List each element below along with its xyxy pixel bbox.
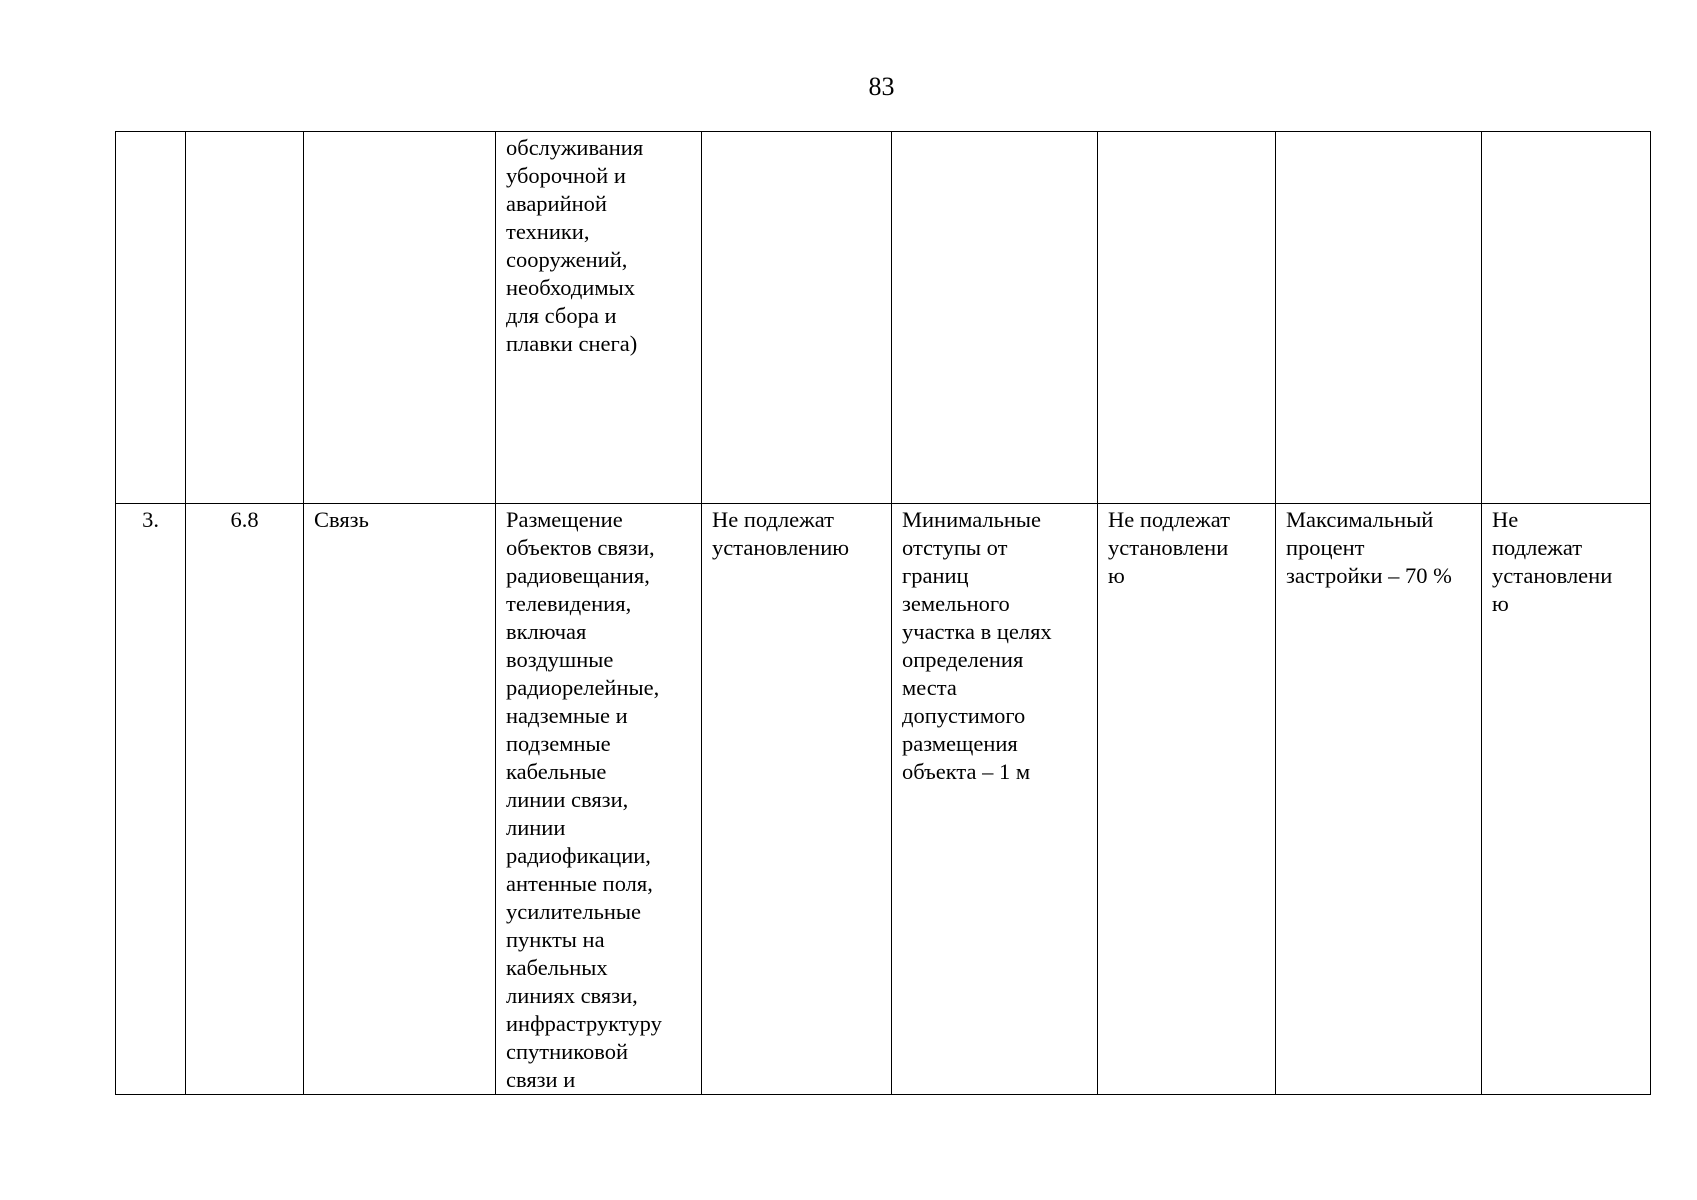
cell-parameter-3: Не подлежат установлени ю xyxy=(1098,504,1276,1095)
cell-use-name: Связь xyxy=(304,504,496,1095)
cell-parameter-1: Не подлежат установлению xyxy=(702,504,892,1095)
cell-parameter-1 xyxy=(702,132,892,504)
cell-number xyxy=(116,132,186,504)
cell-parameter-3 xyxy=(1098,132,1276,504)
regulations-table xyxy=(115,131,1651,1095)
cell-parameter-4 xyxy=(1276,132,1482,504)
cell-number: 3. xyxy=(116,504,186,1095)
cell-parameter-5: Не подлежат установлени ю xyxy=(1482,504,1651,1095)
cell-description: Размещение объектов связи, радиовещания, телевидения, включая воздушные радиорелейные, надземные и подземные кабельные линии связи, линии радиофикации, антенные поля, усилительные пункты на кабельных линиях связи, инфраструктуру спутниковой связи и xyxy=(496,504,702,1095)
cell-use-name xyxy=(304,132,496,504)
cell-parameter-4: Максимальный процент застройки – 70 % xyxy=(1276,504,1482,1095)
cell-parameter-5 xyxy=(1482,132,1651,504)
table-row xyxy=(116,504,1651,1095)
table-row xyxy=(116,132,1651,504)
cell-code xyxy=(186,132,304,504)
cell-description: обслуживания уборочной и аварийной техники, сооружений, необходимых для сбора и плавки снега) xyxy=(496,132,702,504)
cell-parameter-2 xyxy=(892,132,1098,504)
page-number: 83 xyxy=(868,72,895,101)
cell-code: 6.8 xyxy=(186,504,304,1095)
cell-parameter-2: Минимальные отступы от границ земельного участка в целях определения места допустимого размещения объекта – 1 м xyxy=(892,504,1098,1095)
